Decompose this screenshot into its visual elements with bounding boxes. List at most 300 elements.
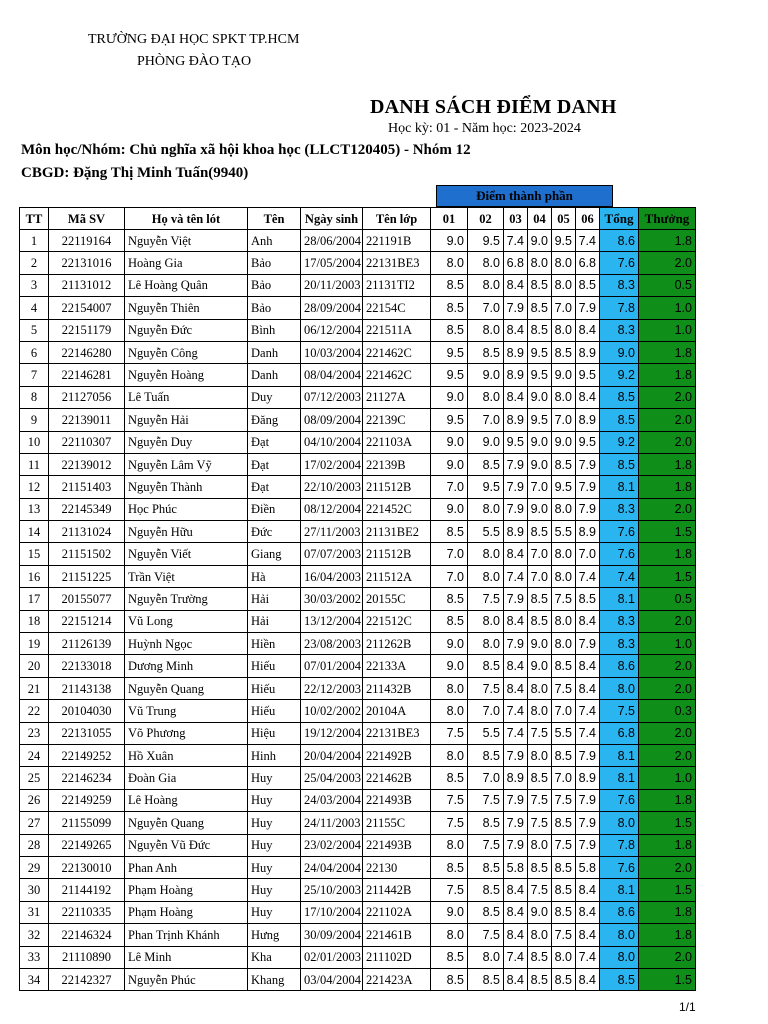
col-score-05-cell: 8.0 [552,498,576,520]
col-score-01-cell: 8.5 [431,767,468,789]
col-score-01-cell: 8.5 [431,274,468,296]
col-ten-lop-cell: 221461B [363,924,431,946]
table-row [20,521,696,543]
col-ma-sv-cell: 21144192 [49,879,125,901]
col-score-05-cell: 8.5 [552,655,576,677]
col-tt-cell: 1 [20,230,49,252]
col-ho-ten-lot-cell: Nguyễn Trường [125,588,248,610]
col-score-02-cell: 8.5 [468,901,504,923]
col-score-06-cell: 8.4 [576,677,600,699]
col-thuong-cell: 1.8 [639,364,696,386]
col-tong-cell: 8.0 [600,677,639,699]
col-tong-cell: 8.1 [600,879,639,901]
col-score-01-cell: 9.0 [431,655,468,677]
col-ten-cell: Hưng [248,924,301,946]
col-score-02-cell: 7.0 [468,297,504,319]
col-ho-ten-lot-cell: Nguyễn Duy [125,431,248,453]
col-thuong-cell: 2.0 [639,431,696,453]
col-ngay-sinh-cell: 08/12/2004 [301,498,363,520]
col-score-02-cell: 8.5 [468,453,504,475]
col-score-03-cell: 8.4 [504,677,528,699]
col-tt-cell: 9 [20,409,49,431]
table-row [20,968,696,990]
col-score-04-cell: 9.0 [528,498,552,520]
col-thuong-cell: 0.5 [639,274,696,296]
col-score-04-cell: 9.0 [528,230,552,252]
col-ho-ten-lot-cell: Võ Phương [125,722,248,744]
col-score-06-cell: 7.4 [576,946,600,968]
table-row [20,610,696,632]
col-score-05-cell: 8.5 [552,901,576,923]
col-score-04-cell: 8.0 [528,834,552,856]
col-score-03-cell: 7.4 [504,230,528,252]
col-score-03-cell: 8.4 [504,319,528,341]
table-row [20,386,696,408]
col-ten-cell: Huy [248,879,301,901]
col-score-06-cell: 7.9 [576,498,600,520]
col-score-05-cell: 7.0 [552,409,576,431]
col-tt-cell: 14 [20,521,49,543]
col-score-04-cell: 8.5 [528,274,552,296]
col-tong-cell: 8.5 [600,386,639,408]
col-score-01-cell: 8.5 [431,946,468,968]
col-ma-sv-cell: 22131016 [49,252,125,274]
col-tong-cell: 7.6 [600,789,639,811]
col-score-01-cell: 8.5 [431,856,468,878]
table-row [20,274,696,296]
col-score-01-cell: 8.5 [431,610,468,632]
col-thuong-cell: 2.0 [639,744,696,766]
col-tong-cell: 8.3 [600,610,639,632]
col-score-02-cell: 8.0 [468,610,504,632]
col-ngay-sinh-cell: 30/03/2002 [301,588,363,610]
col-tt-cell: 24 [20,744,49,766]
col-thuong-header: Thưởng [639,208,696,230]
col-score-05-cell: 8.0 [552,252,576,274]
col-score-06-cell: 7.9 [576,476,600,498]
col-thuong-cell: 1.8 [639,834,696,856]
col-score-02-cell: 8.5 [468,655,504,677]
component-scores-header: Điểm thành phần [436,185,613,207]
col-ma-sv-cell: 22110335 [49,901,125,923]
col-score-05-cell: 5.5 [552,521,576,543]
table-row [20,431,696,453]
col-tt-cell: 23 [20,722,49,744]
col-score-03-cell: 5.8 [504,856,528,878]
col-ho-ten-lot-cell: Lê Tuấn [125,386,248,408]
col-ngay-sinh-cell: 20/11/2003 [301,274,363,296]
col-score-01-cell: 8.0 [431,252,468,274]
col-score-06-cell: 7.4 [576,700,600,722]
col-ten-lop-cell: 21131TI2 [363,274,431,296]
table-row [20,565,696,587]
col-score-03-cell: 8.9 [504,767,528,789]
col-ngay-sinh-cell: 07/07/2003 [301,543,363,565]
col-score-04-cell: 9.5 [528,409,552,431]
col-ngay-sinh-header: Ngày sinh [301,208,363,230]
col-ma-sv-cell: 22139012 [49,453,125,475]
col-score-01-cell: 9.0 [431,498,468,520]
col-ho-ten-lot-cell: Hồ Xuân [125,744,248,766]
col-score-01-cell: 7.0 [431,543,468,565]
col-ten-cell: Hiệu [248,722,301,744]
col-ho-ten-lot-cell: Nguyễn Phúc [125,968,248,990]
col-score-01-cell: 9.0 [431,901,468,923]
col-score-03-cell: 8.4 [504,543,528,565]
col-tt-cell: 8 [20,386,49,408]
col-ten-lop-cell: 221512C [363,610,431,632]
table-row [20,230,696,252]
col-ngay-sinh-cell: 23/02/2004 [301,834,363,856]
col-score-04-cell: 9.0 [528,901,552,923]
col-score-04-cell: 8.0 [528,252,552,274]
col-ma-sv-cell: 21131012 [49,274,125,296]
col-ten-lop-cell: 221462C [363,341,431,363]
col-score-06-cell: 7.9 [576,812,600,834]
col-tong-cell: 7.5 [600,700,639,722]
col-score-01-cell: 8.0 [431,924,468,946]
col-score-06-cell: 8.4 [576,655,600,677]
col-score-06-cell: 7.9 [576,453,600,475]
col-tong-cell: 9.2 [600,431,639,453]
col-ma-sv-cell: 22145349 [49,498,125,520]
col-tong-cell: 8.0 [600,924,639,946]
table-row [20,341,696,363]
col-ngay-sinh-cell: 24/11/2003 [301,812,363,834]
col-ma-sv-cell: 21126139 [49,633,125,655]
col-ten-header: Tên [248,208,301,230]
col-score-04-cell: 9.0 [528,655,552,677]
col-score-02-cell: 8.0 [468,319,504,341]
col-thuong-cell: 1.8 [639,476,696,498]
col-tong-cell: 8.1 [600,476,639,498]
col-ten-lop-cell: 22131BE3 [363,252,431,274]
col-score-03-cell: 7.9 [504,297,528,319]
col-score-03-cell: 9.5 [504,431,528,453]
col-tt-cell: 34 [20,968,49,990]
table-header-row [20,208,696,230]
lecturer-info: CBGD: Đặng Thị Minh Tuấn(9940) [21,165,249,181]
col-score-06-cell: 7.4 [576,230,600,252]
col-score-05-cell: 8.0 [552,319,576,341]
col-ngay-sinh-cell: 30/09/2004 [301,924,363,946]
col-ten-lop-cell: 22133A [363,655,431,677]
col-thuong-cell: 1.8 [639,453,696,475]
col-ho-ten-lot-cell: Trần Việt [125,565,248,587]
col-ma-sv-header: Mã SV [49,208,125,230]
col-score-03-cell: 8.4 [504,655,528,677]
col-score-04-cell: 8.0 [528,700,552,722]
table-row [20,812,696,834]
col-ten-cell: Anh [248,230,301,252]
col-score-06-cell: 8.5 [576,274,600,296]
col-tong-cell: 9.2 [600,364,639,386]
col-thuong-cell: 1.8 [639,230,696,252]
col-thuong-cell: 1.8 [639,789,696,811]
col-ngay-sinh-cell: 20/04/2004 [301,744,363,766]
col-thuong-cell: 1.0 [639,297,696,319]
col-score-06-cell: 7.9 [576,834,600,856]
col-score-06-cell: 9.5 [576,364,600,386]
col-score-04-cell: 8.5 [528,297,552,319]
col-ngay-sinh-cell: 17/02/2004 [301,453,363,475]
col-ngay-sinh-cell: 24/04/2004 [301,856,363,878]
col-ngay-sinh-cell: 07/01/2004 [301,655,363,677]
col-tt-cell: 19 [20,633,49,655]
col-score-04-cell: 8.0 [528,744,552,766]
col-ma-sv-cell: 22110307 [49,431,125,453]
col-ho-ten-lot-cell: Vũ Trung [125,700,248,722]
table-row [20,744,696,766]
col-score-05-cell: 8.0 [552,946,576,968]
col-tt-cell: 4 [20,297,49,319]
col-score-05-cell: 8.5 [552,856,576,878]
col-ho-ten-lot-cell: Nguyễn Hải [125,409,248,431]
col-ten-lop-cell: 211442B [363,879,431,901]
col-score-04-cell: 8.5 [528,588,552,610]
col-tong-cell: 7.4 [600,565,639,587]
col-score-02-header: 02 [468,208,504,230]
col-score-01-cell: 8.5 [431,319,468,341]
col-score-03-cell: 8.9 [504,521,528,543]
table-row [20,364,696,386]
col-ma-sv-cell: 21143138 [49,677,125,699]
col-score-02-cell: 8.0 [468,274,504,296]
col-ten-cell: Huy [248,856,301,878]
col-ho-ten-lot-cell: Vũ Long [125,610,248,632]
col-score-01-cell: 8.5 [431,521,468,543]
col-ngay-sinh-cell: 08/04/2004 [301,364,363,386]
col-ngay-sinh-cell: 04/10/2004 [301,431,363,453]
col-ten-lop-cell: 211512A [363,565,431,587]
col-score-03-cell: 8.4 [504,901,528,923]
col-ten-lop-cell: 211102D [363,946,431,968]
col-tt-cell: 33 [20,946,49,968]
col-ma-sv-cell: 22133018 [49,655,125,677]
col-score-05-cell: 7.5 [552,789,576,811]
col-tt-cell: 7 [20,364,49,386]
col-ma-sv-cell: 22151179 [49,319,125,341]
col-ten-cell: Hiếu [248,677,301,699]
col-score-03-cell: 7.9 [504,498,528,520]
col-score-05-cell: 7.5 [552,924,576,946]
col-score-01-cell: 8.0 [431,744,468,766]
table-row [20,856,696,878]
col-score-01-cell: 8.0 [431,834,468,856]
col-score-05-cell: 8.0 [552,610,576,632]
col-tong-cell: 7.6 [600,856,639,878]
col-ho-ten-lot-cell: Phạm Hoàng [125,879,248,901]
col-tt-cell: 15 [20,543,49,565]
col-ten-lop-cell: 221462C [363,364,431,386]
col-ten-lop-cell: 20155C [363,588,431,610]
col-score-02-cell: 9.5 [468,230,504,252]
col-score-01-cell: 8.0 [431,700,468,722]
col-tt-cell: 12 [20,476,49,498]
col-score-06-cell: 8.9 [576,341,600,363]
col-ma-sv-cell: 21155099 [49,812,125,834]
col-score-04-cell: 8.5 [528,521,552,543]
col-ngay-sinh-cell: 25/04/2003 [301,767,363,789]
col-score-03-cell: 8.9 [504,364,528,386]
col-score-06-cell: 8.4 [576,924,600,946]
col-score-06-cell: 8.4 [576,879,600,901]
table-row [20,677,696,699]
col-tt-cell: 13 [20,498,49,520]
col-ho-ten-lot-cell: Phan Trịnh Khánh [125,924,248,946]
col-tt-cell: 3 [20,274,49,296]
col-tong-cell: 8.5 [600,409,639,431]
col-score-02-cell: 5.5 [468,722,504,744]
col-ten-cell: Hiếu [248,700,301,722]
col-ho-ten-lot-cell: Lê Hoàng [125,789,248,811]
col-tt-cell: 16 [20,565,49,587]
col-ho-ten-lot-cell: Nguyễn Việt [125,230,248,252]
col-thuong-cell: 1.8 [639,901,696,923]
col-ngay-sinh-cell: 24/03/2004 [301,789,363,811]
col-tong-cell: 7.6 [600,543,639,565]
col-ten-cell: Hiền [248,633,301,655]
col-score-01-cell: 9.0 [431,386,468,408]
col-ten-lop-cell: 21127A [363,386,431,408]
col-score-06-cell: 8.9 [576,409,600,431]
col-ten-lop-cell: 221452C [363,498,431,520]
col-thuong-cell: 1.8 [639,341,696,363]
term-info: Học kỳ: 01 - Năm học: 2023-2024 [388,121,581,136]
page-number: 1/1 [679,1000,696,1014]
table-row [20,588,696,610]
col-ngay-sinh-cell: 17/05/2004 [301,252,363,274]
col-ten-cell: Bình [248,319,301,341]
col-ten-lop-cell: 221492B [363,744,431,766]
col-score-04-cell: 7.5 [528,789,552,811]
col-tong-cell: 8.5 [600,453,639,475]
col-score-01-cell: 9.5 [431,409,468,431]
table-row [20,409,696,431]
col-ngay-sinh-cell: 08/09/2004 [301,409,363,431]
col-score-02-cell: 8.0 [468,565,504,587]
col-score-06-cell: 7.0 [576,543,600,565]
col-thuong-cell: 1.0 [639,767,696,789]
col-score-01-cell: 7.5 [431,722,468,744]
col-score-02-cell: 9.0 [468,364,504,386]
col-score-05-cell: 8.0 [552,274,576,296]
col-ten-cell: Khang [248,968,301,990]
col-thuong-cell: 1.5 [639,879,696,901]
col-score-02-cell: 8.0 [468,498,504,520]
col-score-05-cell: 7.0 [552,767,576,789]
col-ma-sv-cell: 22146280 [49,341,125,363]
col-score-02-cell: 8.0 [468,252,504,274]
col-score-06-header: 06 [576,208,600,230]
col-score-02-cell: 7.0 [468,409,504,431]
col-thuong-cell: 2.0 [639,252,696,274]
col-score-02-cell: 8.5 [468,812,504,834]
col-tt-cell: 27 [20,812,49,834]
col-thuong-cell: 1.8 [639,924,696,946]
col-ma-sv-cell: 22139011 [49,409,125,431]
col-score-01-cell: 9.5 [431,341,468,363]
col-score-02-cell: 5.5 [468,521,504,543]
col-ten-lop-cell: 211512B [363,476,431,498]
col-thuong-cell: 2.0 [639,856,696,878]
col-thuong-cell: 1.5 [639,521,696,543]
col-ten-lop-header: Tên lớp [363,208,431,230]
col-score-04-cell: 7.0 [528,543,552,565]
col-score-01-cell: 8.5 [431,297,468,319]
col-ma-sv-cell: 22119164 [49,230,125,252]
col-score-01-cell: 7.5 [431,879,468,901]
col-score-05-cell: 9.5 [552,230,576,252]
col-ngay-sinh-cell: 06/12/2004 [301,319,363,341]
col-score-03-cell: 6.8 [504,252,528,274]
col-score-02-cell: 8.5 [468,879,504,901]
col-thuong-cell: 2.0 [639,409,696,431]
col-tt-header: TT [20,208,49,230]
col-ma-sv-cell: 22146324 [49,924,125,946]
col-score-02-cell: 8.5 [468,341,504,363]
table-row [20,297,696,319]
col-ten-cell: Đạt [248,476,301,498]
col-tt-cell: 28 [20,834,49,856]
col-ho-ten-lot-cell: Nguyễn Hoàng [125,364,248,386]
col-score-02-cell: 7.0 [468,700,504,722]
col-score-06-cell: 9.5 [576,431,600,453]
col-ma-sv-cell: 22146281 [49,364,125,386]
col-thuong-cell: 2.0 [639,610,696,632]
col-score-05-cell: 9.0 [552,364,576,386]
col-score-05-cell: 8.0 [552,543,576,565]
table-row [20,946,696,968]
col-score-02-cell: 9.0 [468,431,504,453]
col-tt-cell: 18 [20,610,49,632]
col-ho-ten-lot-cell: Dương Minh [125,655,248,677]
col-ngay-sinh-cell: 19/12/2004 [301,722,363,744]
col-score-02-cell: 7.5 [468,924,504,946]
col-ten-cell: Đức [248,521,301,543]
col-score-04-cell: 7.5 [528,812,552,834]
col-score-03-cell: 7.9 [504,453,528,475]
table-row [20,476,696,498]
col-ten-lop-cell: 221423A [363,968,431,990]
document-title: DANH SÁCH ĐIỂM DANH [370,96,617,118]
col-ma-sv-cell: 22149265 [49,834,125,856]
col-ho-ten-lot-cell: Nguyễn Công [125,341,248,363]
col-score-06-cell: 7.9 [576,297,600,319]
col-score-03-cell: 7.4 [504,946,528,968]
col-score-01-cell: 8.5 [431,588,468,610]
col-tt-cell: 32 [20,924,49,946]
col-tong-cell: 9.0 [600,341,639,363]
col-ten-cell: Kha [248,946,301,968]
col-score-04-cell: 9.5 [528,364,552,386]
col-score-04-cell: 9.0 [528,431,552,453]
col-ma-sv-cell: 21151502 [49,543,125,565]
col-ma-sv-cell: 22151214 [49,610,125,632]
table-row [20,633,696,655]
col-ten-cell: Danh [248,364,301,386]
col-score-03-cell: 7.9 [504,476,528,498]
col-thuong-cell: 2.0 [639,655,696,677]
col-ho-ten-lot-header: Họ và tên lót [125,208,248,230]
table-row [20,655,696,677]
col-score-02-cell: 9.5 [468,476,504,498]
col-tong-cell: 8.6 [600,655,639,677]
col-ma-sv-cell: 20155077 [49,588,125,610]
col-score-04-cell: 8.5 [528,946,552,968]
col-ma-sv-cell: 22142327 [49,968,125,990]
table-row [20,453,696,475]
